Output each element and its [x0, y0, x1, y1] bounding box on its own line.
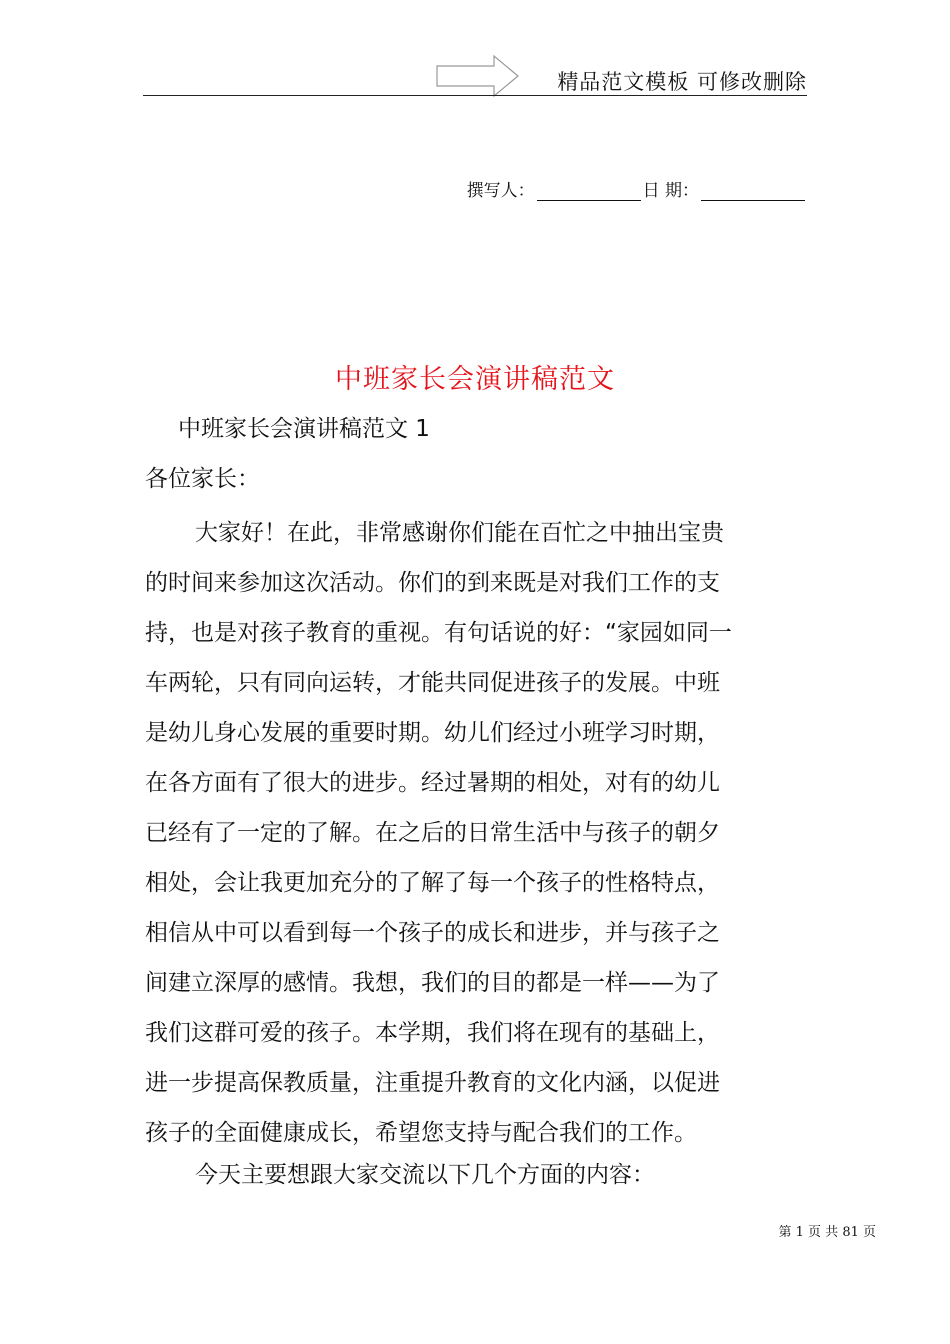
paragraph-line: 相信从中可以看到每一个孩子的成长和进步，并与孩子之 [145, 920, 720, 946]
header-rule [143, 95, 807, 96]
paragraph-line: 大家好！在此，非常感谢你们能在百忙之中抽出宝贵 [195, 520, 724, 546]
paragraph-line: 已经有了一定的了解。在之后的日常生活中与孩子的朝夕 [145, 820, 720, 846]
paragraph-line: 我们这群可爱的孩子。本学期，我们将在现有的基础上， [145, 1020, 720, 1046]
date-blank [701, 180, 805, 201]
author-blank [537, 180, 641, 201]
document-subtitle: 中班家长会演讲稿范文 1 [178, 416, 430, 442]
paragraph-line: 在各方面有了很大的进步。经过暑期的相处，对有的幼儿 [145, 770, 720, 796]
greeting: 各位家长： [145, 466, 260, 492]
paragraph-line: 的时间来参加这次活动。你们的到来既是对我们工作的支 [145, 570, 720, 596]
date-label: 日 期： [642, 181, 699, 201]
paragraph-line: 是幼儿身心发展的重要时期。幼儿们经过小班学习时期， [145, 720, 720, 746]
arrow-icon [436, 54, 520, 98]
header-label: 精品范文模板 可修改删除 [557, 70, 807, 94]
paragraph-line: 持，也是对孩子教育的重视。有句话说的好：“家园如同一 [145, 620, 732, 646]
author-label: 撰写人： [466, 181, 535, 201]
document-title: 中班家长会演讲稿范文 [335, 364, 615, 395]
closing-line: 今天主要想跟大家交流以下几个方面的内容： [195, 1162, 655, 1188]
paragraph-line: 孩子的全面健康成长，希望您支持与配合我们的工作。 [145, 1120, 697, 1146]
paragraph-line: 相处，会让我更加充分的了解了每一个孩子的性格特点， [145, 870, 720, 896]
paragraph-line: 进一步提高保教质量，注重提升教育的文化内涵，以促进 [145, 1070, 720, 1096]
page-number: 第 1 页 共 81 页 [778, 1225, 876, 1240]
paragraph-line: 间建立深厚的感情。我想，我们的目的都是一样——为了 [145, 970, 720, 996]
author-date-line [467, 176, 807, 201]
paragraph-line: 车两轮，只有同向运转，才能共同促进孩子的发展。中班 [145, 670, 720, 696]
body-paragraph [145, 508, 809, 1158]
